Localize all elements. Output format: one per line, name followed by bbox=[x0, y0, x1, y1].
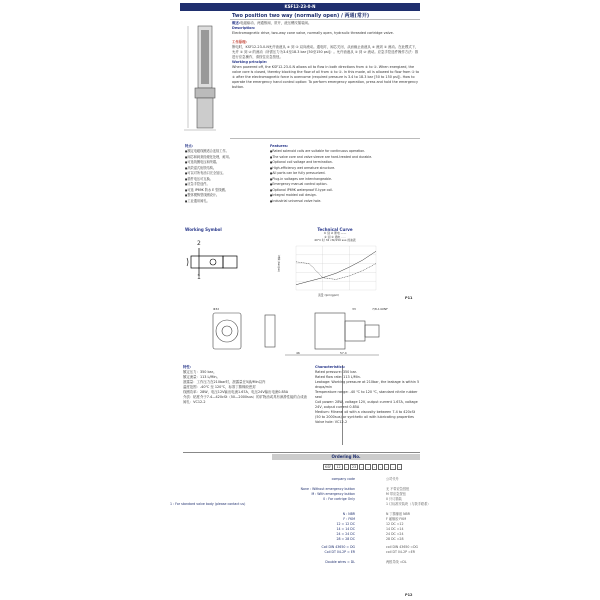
ordering-option-cn: 0 只订插装 bbox=[386, 497, 402, 501]
feature-cn-item: ■ 插件电压可互换。 bbox=[185, 177, 270, 183]
dim-33: 33 bbox=[352, 307, 356, 311]
spec-cn-line: 介质：粘度介于7.4—420cSt（50—2000sus）的矿物油或具有润滑性能的合成油 bbox=[183, 395, 307, 399]
dim-diameter: Φ32 bbox=[213, 307, 220, 311]
code-box: - bbox=[398, 465, 400, 469]
ordering-option-en: None : Without emergency button bbox=[300, 487, 355, 491]
divider bbox=[230, 19, 420, 20]
code-box: - bbox=[379, 465, 382, 469]
feature-cn-item: ■ 工业通用阀孔。 bbox=[185, 199, 270, 205]
ordering-option-cn: F 氟橡胶 FKM bbox=[386, 517, 407, 521]
curve-legend bbox=[300, 232, 370, 243]
code-box: 12 bbox=[336, 465, 341, 469]
code-box: - bbox=[392, 465, 394, 469]
ordering-option-en: 28 = 28 DC bbox=[336, 537, 355, 541]
legend-de-energized: ① 到 ② 断电 —— bbox=[323, 231, 347, 235]
ordering-option-cn: coil DT 04-2P =ER bbox=[386, 550, 415, 554]
ordering-option-en: company code bbox=[331, 477, 355, 481]
feature-en-item: ■ Integral molded coil design. bbox=[270, 193, 420, 199]
ordering-option-en: 12 = 12 DC bbox=[336, 522, 355, 526]
dimension-drawing bbox=[205, 305, 405, 360]
valve-cross-section-drawing bbox=[182, 22, 230, 137]
ordering-option-cn: 无 不带应急按钮 bbox=[386, 487, 410, 491]
divider bbox=[230, 138, 420, 139]
features-cn bbox=[185, 144, 270, 204]
intro-cn-text: 电磁驱动、两通锥阀，常开，液压螺纹插装阀。 bbox=[240, 21, 312, 25]
ordering-option-cn: 24 DC =24 bbox=[386, 532, 404, 536]
hydraulic-symbol bbox=[185, 248, 245, 276]
spec-en-line: Medium: Mineral oil with a viscosity between 7.4 to 420cSt (50 to 2000sus) or synthetic oil with lubricating properties bbox=[315, 410, 416, 419]
code-box: - bbox=[386, 465, 388, 469]
legend-energized: ② 到 ① 通电 ····· bbox=[324, 234, 346, 239]
ordering-option-cn: N 丁腈橡胶 NBR bbox=[386, 512, 410, 516]
ordering-option-cn: coil DIN 43650 =DG bbox=[386, 545, 419, 549]
ordering-option-en: Double wires = DL bbox=[325, 560, 355, 564]
dim-46: 46 bbox=[296, 351, 300, 355]
spec-en-line: Temperature range: -40 ℃ to 120 ℃, standard nitrile rubber seal bbox=[315, 390, 418, 399]
feature-en-item: ■ Emergency manual control option. bbox=[270, 182, 420, 188]
spec-cn-line: 额定压力：350 bar。 bbox=[183, 370, 217, 374]
curve-ylabel: 压降 (bar/psi) bbox=[277, 255, 280, 272]
code-box: KSF bbox=[325, 465, 332, 469]
spec-en-line: Leakage: Working pressure at 210bar, the leakage is within 5 drops/min bbox=[315, 380, 420, 389]
feature-en-item: ■ Industrial universal valve hole. bbox=[270, 199, 420, 205]
spec-cn-line: 温度范围：-40℃ 至 120℃，标准丁腈橡胶密封 bbox=[183, 385, 256, 389]
feature-en-item: ■ Plug-in voltages are interchangeable. bbox=[270, 177, 420, 183]
specs-cn-label: 特性: bbox=[183, 365, 192, 369]
spec-en-line: Valve hole: VC12-2 bbox=[315, 420, 348, 424]
ordering-option-cn: 14 DC =14 bbox=[386, 527, 404, 531]
spec-en-line: Rated pressure: 350 bar. bbox=[315, 370, 357, 374]
code-box: 23 bbox=[351, 465, 357, 469]
dim-thread: 7/8-14UNF bbox=[372, 307, 388, 311]
feature-en-item: ■ The valve core and valve sleeve are hard-treated and durable. bbox=[270, 155, 420, 161]
divider bbox=[183, 452, 420, 453]
port-2-label: 2 bbox=[197, 240, 201, 247]
working-symbol-title: Working Symbol bbox=[185, 227, 222, 232]
feature-cn-item: ■ 可以对所有油口完全加压。 bbox=[185, 171, 270, 177]
intro-section bbox=[232, 21, 420, 90]
series-line-2 bbox=[296, 262, 376, 280]
description-label: Description: bbox=[232, 26, 256, 30]
ordering-code-boxes bbox=[323, 464, 403, 470]
ordering-title: Ordering No. bbox=[272, 454, 420, 460]
port-1-label: 1 bbox=[197, 274, 201, 281]
technical-curve-title: Technical Curve bbox=[317, 227, 353, 232]
code-box: - bbox=[345, 465, 347, 469]
ordering-option-en: 0 : For cartrige Only bbox=[323, 497, 355, 501]
ordering-option-en: Coil DIN 43650 = DG bbox=[321, 545, 355, 549]
spec-cn-line: 阀孔：VC12-2 bbox=[183, 400, 206, 404]
code-box: - bbox=[361, 465, 363, 469]
feature-cn-item: ■ 整体模铸型线圈设计。 bbox=[185, 193, 270, 199]
ordering-option-en: N : NBR bbox=[342, 512, 355, 516]
curve-xlabel: 流量 (lpm/gpm) bbox=[318, 293, 340, 297]
features-en bbox=[270, 144, 420, 204]
page-subtitle: Two position two way (normally open) / 两通(常开) bbox=[232, 13, 370, 19]
ordering-option-en: 1 : For standard valve body (please contact us) bbox=[170, 502, 246, 506]
ordering-option-en: 14 = 14 DC bbox=[336, 527, 355, 531]
feature-en-item: ■ Optional coil voltage and termination. bbox=[270, 160, 420, 166]
feature-cn-item: ■ 额定电磁线圈适合连续工作。 bbox=[185, 149, 270, 155]
spec-cn-line: 线圈功率：28W，电压12V输出电流1.67A，电压24V输出电流0.85A bbox=[183, 390, 289, 394]
description-text: Electromagnetic drive, two-way cone valve, normally open, hydraulic threaded cartridge valve. bbox=[232, 31, 394, 35]
intro-cn-label: 概述: bbox=[232, 21, 241, 25]
ordering-option-en: Coil DT 04-2P = ER bbox=[324, 550, 355, 554]
feature-en-item: ■ Optional IP69K waterproof E-type coil. bbox=[270, 188, 420, 194]
page-number-p12: P12 bbox=[405, 593, 413, 597]
code-box: - bbox=[367, 465, 369, 469]
code-box: - bbox=[373, 465, 375, 469]
ordering-option-cn: 12 DC =12 bbox=[386, 522, 404, 526]
ordering-option-cn: 公司代号 bbox=[386, 477, 399, 481]
specs-en-label: Characteristics: bbox=[315, 365, 346, 369]
ordering-option-en: F : FKM bbox=[343, 517, 355, 521]
spec-cn-line: 额定流量：113 L/Min。 bbox=[183, 375, 220, 379]
feature-cn-item: ■ 高效湿式衔铁结构。 bbox=[185, 166, 270, 172]
features-en-label: Features: bbox=[270, 144, 289, 148]
ordering-option-cn: 1 订标准安装块（与我手联系） bbox=[386, 502, 431, 506]
series-line-1 bbox=[296, 251, 376, 284]
ordering-option-en: M : With emergency button bbox=[311, 492, 355, 496]
technical-curve-chart bbox=[288, 244, 378, 292]
feature-cn-item: ■ 可选线圈电压和终端。 bbox=[185, 160, 270, 166]
principle-cn-text: 断电时，KSF12-23-0-N允许油液从 ② 到 ① 双向流动。通电时，阀芯关闭，从而截止油液从 ② 流到 ① 流动。在此模式下，允许 ① 到 ② 的流动（所需压力为3.4至18.3 bar [50至150 psi]）。允许油液从 ① 到 ② 流动。应急手控选件操作方法：推进行应急操作，请按住应急按钮。 bbox=[232, 45, 419, 59]
feature-en-item: ■ High-efficiency wet armature structure. bbox=[270, 166, 420, 172]
principle-cn-label: 工作原理: bbox=[232, 40, 247, 44]
ordering-option-cn: M 带应急按钮 bbox=[386, 492, 406, 496]
feature-cn-item: ■ 阀芯和阀套经硬化处理，耐用。 bbox=[185, 155, 270, 161]
feature-cn-item: ■ 应急手控选件。 bbox=[185, 182, 270, 188]
principle-en-text: When powered off, the KSF12-23-0-N allows oil to flow in both directions from ② to ①. When energized, the valve core is closed, thereby blocking the flow of oil from ② to ①. In this mode, oil is allowed to flow from ① to ② after the electromagnetic force is overcome (required pressure is 3.4 to 18.3 bar [50 to 150 psi]). How to operate the emergency hand control option: To perform emergency operation, press and hold the emergency button. bbox=[232, 65, 420, 89]
features-cn-label: 特点: bbox=[185, 144, 194, 148]
feature-en-item: ■ All ports can be fully pressurized. bbox=[270, 171, 420, 177]
spec-en-line: Rated flow rate: 113 L/Min. bbox=[315, 375, 361, 379]
model-title-bar: KSF12-23-0-N bbox=[180, 3, 420, 11]
ordering-option-cn: 两根导线 =DL bbox=[386, 560, 407, 564]
principle-en-label: Working principle: bbox=[232, 60, 268, 64]
curve-condition: 40°C 时 32 cSt/150 sus 的油液 bbox=[314, 238, 356, 242]
dim-57-4: 57.4 bbox=[340, 351, 347, 355]
ordering-option-cn: 28 DC =28 bbox=[386, 537, 404, 541]
spec-en-line: Coil power: 28W, voltage 12V, output current 1.67A, voltage 24V, output current 0.85A bbox=[315, 400, 418, 409]
page-number-p11: P11 bbox=[405, 296, 413, 300]
feature-cn-item: ■ 可选 IP69K 防水 E 型线圈。 bbox=[185, 188, 270, 194]
spec-cn-line: 泄露量：工作压力在210bar时，泄露量在5滴/Min以内 bbox=[183, 380, 266, 384]
ordering-option-en: 24 = 24 DC bbox=[336, 532, 355, 536]
specs-en bbox=[315, 365, 420, 425]
feature-en-item: ■ Rated solenoid coils are suitable for continuous operation. bbox=[270, 149, 420, 155]
